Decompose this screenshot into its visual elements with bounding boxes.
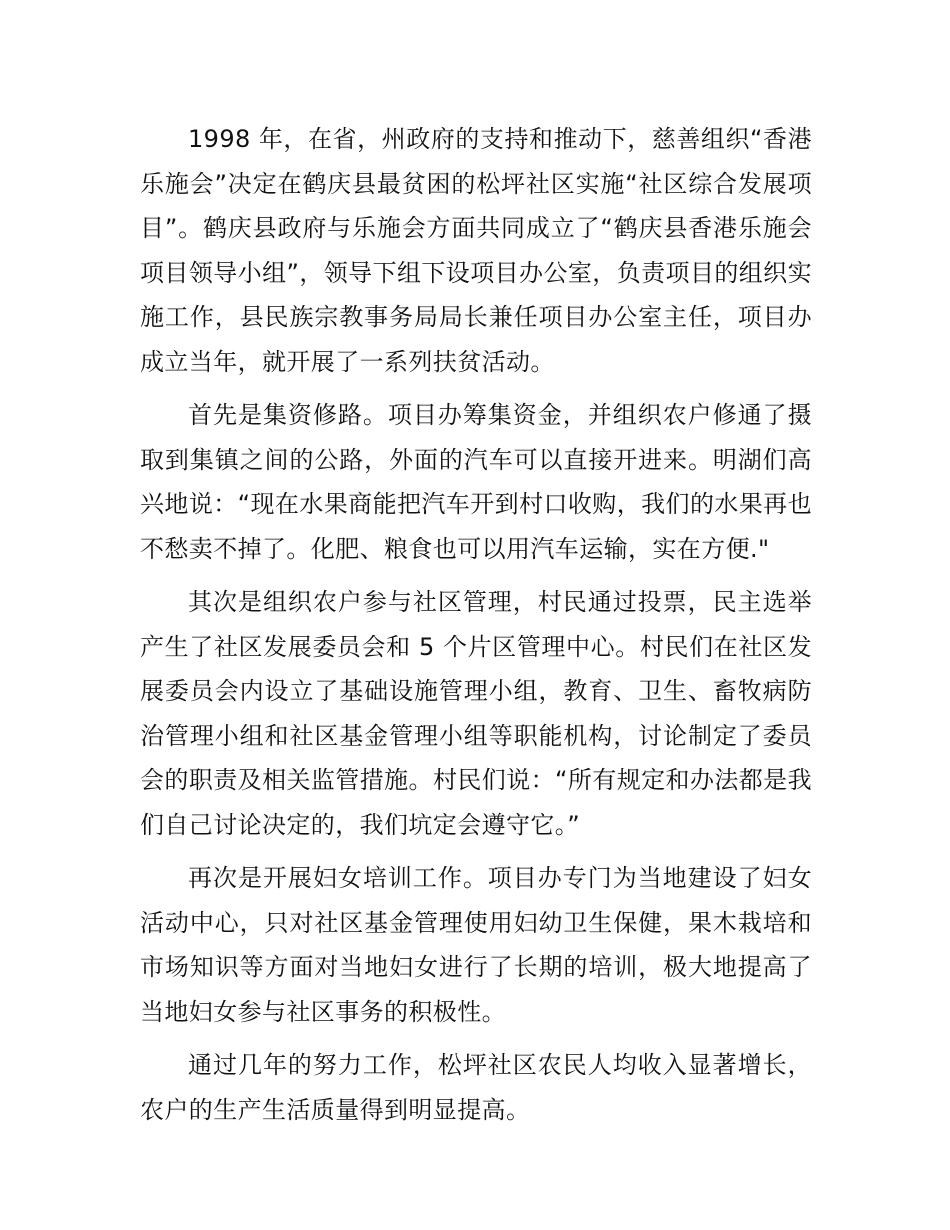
document-body	[140, 117, 812, 1141]
paragraph-5: 通过几年的努力工作，松坪社区农民人均收入显著增长，农户的生产生活质量得到明显提高。	[140, 1051, 812, 1124]
paragraph-2: 首先是集资修路。项目办筹集资金，并组织农户修通了摄取到集镇之间的公路，外面的汽车可以直接开进来。明湖们高兴地说：“现在水果商能把汽车开到村口收购，我们的水果再也不愁卖不掉了。化肥、粮食也可以用汽车运输，实在方便."	[140, 401, 812, 563]
paragraph-3: 其次是组织农户参与社区管理，村民通过投票，民主选举产生了社区发展委员会和 5 个片区管理中心。村民们在社区发展委员会内设立了基础设施管理小组，教育、卫生、畜牧病防治管理小组和社区基金管理小组等职能机构，讨论制定了委员会的职责及相关监管措施。村民们说：“所有规定和办法都是我们自己讨论决定的，我们坑定会遵守它。”	[140, 588, 812, 839]
paragraph-4: 再次是开展妇女培训工作。项目办专门为当地建设了妇女活动中心，只对社区基金管理使用妇幼卫生保健，果木栽培和市场知识等方面对当地妇女进行了长期的培训，极大地提高了当地妇女参与社区事务的积极性。	[140, 864, 812, 1026]
paragraph-1: 1998 年，在省，州政府的支持和推动下，慈善组织“香港乐施会”决定在鹤庆县最贫困的松坪社区实施“社区综合发展项目”。鹤庆县政府与乐施会方面共同成立了“鹤庆县香港乐施会项目领导小组”，领导下组下设项目办公室，负责项目的组织实施工作，县民族宗教事务局局长兼任项目办公室主任，项目办成立当年，就开展了一系列扶贫活动。	[140, 125, 812, 376]
